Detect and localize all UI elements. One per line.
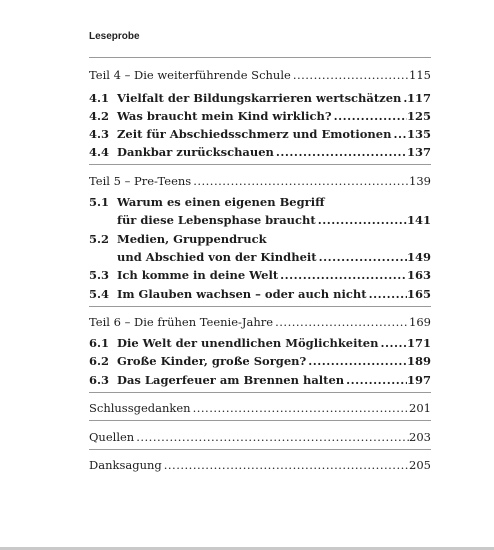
toc-entry-title: Was braucht mein Kind wirklich? <box>117 109 332 123</box>
toc-entry-title-line1: Medien, Gruppendruck <box>117 232 267 246</box>
dot-leader <box>316 212 407 228</box>
dot-leader <box>344 372 407 388</box>
toc-entry-page: 171 <box>406 336 431 350</box>
section-rule <box>89 164 431 165</box>
toc-entry-page: 197 <box>406 373 431 387</box>
section-rule <box>89 392 431 393</box>
toc-entry-page: 201 <box>409 401 431 415</box>
toc-entry-page: 163 <box>406 268 431 282</box>
toc-entry-title: für diese Lebensphase braucht <box>117 213 316 227</box>
toc-entry-page: 141 <box>406 213 431 227</box>
toc-entry-title: Teil 6 – Die frühen Teenie-Jahre <box>89 315 274 329</box>
toc-entry-number: 5.4 <box>89 287 110 301</box>
toc-entry-page: 165 <box>406 287 431 301</box>
toc-entry-number: 4.1 <box>89 91 110 105</box>
toc-entry-title-line1: Warum es einen eigenen Begriff <box>117 195 325 209</box>
dot-leader <box>306 353 407 369</box>
toc-entry-number: 5.3 <box>89 268 110 282</box>
dot-leader <box>332 108 407 124</box>
toc-entry-title: Danksagung <box>89 458 162 472</box>
toc-entry-title: und Abschied von der Kindheit <box>117 250 317 264</box>
dot-leader <box>273 314 409 330</box>
dot-leader <box>274 144 407 160</box>
toc-entry-title: Die Welt der unendlichen Möglichkeiten <box>117 336 379 350</box>
toc-entry-page: 125 <box>406 109 431 123</box>
toc-entry-title: Ich komme in deine Welt <box>117 268 279 282</box>
toc-entry-page: 169 <box>409 315 431 329</box>
toc-entry-number: 4.3 <box>89 127 110 141</box>
dot-leader <box>162 457 409 473</box>
toc-entry-title: Zeit für Abschiedsschmerz und Emotionen <box>117 127 392 141</box>
toc-entry-title: Das Lagerfeuer am Brennen halten <box>117 373 345 387</box>
toc-entry-page: 189 <box>406 354 431 368</box>
toc-entry-title: Im Glauben wachsen – oder auch nicht <box>117 287 367 301</box>
toc-entry-page: 117 <box>406 91 431 105</box>
toc-entry-number: 4.4 <box>89 145 110 159</box>
dot-leader <box>291 67 409 83</box>
toc-entry-title: Quellen <box>89 430 135 444</box>
section-rule <box>89 420 431 421</box>
toc-entry-page: 135 <box>406 127 431 141</box>
toc-entry-title: Vielfalt der Bildungskarrieren wertschätzen <box>117 91 402 105</box>
toc-entry-number: 5.1 <box>89 195 110 209</box>
dot-leader <box>191 400 409 416</box>
page-header-label: Leseprobe <box>89 31 140 42</box>
section-rule <box>89 449 431 450</box>
toc-entry-page: 139 <box>409 174 431 188</box>
toc-entry-page: 203 <box>409 430 431 444</box>
dot-leader <box>367 286 407 302</box>
toc-entry-title: Teil 4 – Die weiterführende Schule <box>89 68 291 82</box>
toc-entry-number: 6.2 <box>89 354 110 368</box>
toc-entry-number: 4.2 <box>89 109 110 123</box>
toc-entry-page: 137 <box>406 145 431 159</box>
section-rule <box>89 306 431 307</box>
toc-entry-title: Große Kinder, große Sorgen? <box>117 354 307 368</box>
toc-entry-title: Teil 5 – Pre-Teens <box>89 174 192 188</box>
dot-leader <box>378 335 407 351</box>
toc-entry-title: Dankbar zurückschauen <box>117 145 274 159</box>
toc-entry-number: 5.2 <box>89 232 110 246</box>
dot-leader <box>134 429 409 445</box>
dot-leader <box>317 249 407 265</box>
toc-entry-number: 6.1 <box>89 336 110 350</box>
toc-entry-title: Schlussgedanken <box>89 401 191 415</box>
toc-entry-page: 205 <box>409 458 431 472</box>
toc-entry-number: 6.3 <box>89 373 110 387</box>
dot-leader <box>391 126 407 142</box>
dot-leader <box>278 267 407 283</box>
dot-leader <box>191 173 409 189</box>
toc-entry-page: 149 <box>406 250 431 264</box>
header-rule <box>89 57 431 58</box>
toc-entry-page: 115 <box>409 68 431 82</box>
